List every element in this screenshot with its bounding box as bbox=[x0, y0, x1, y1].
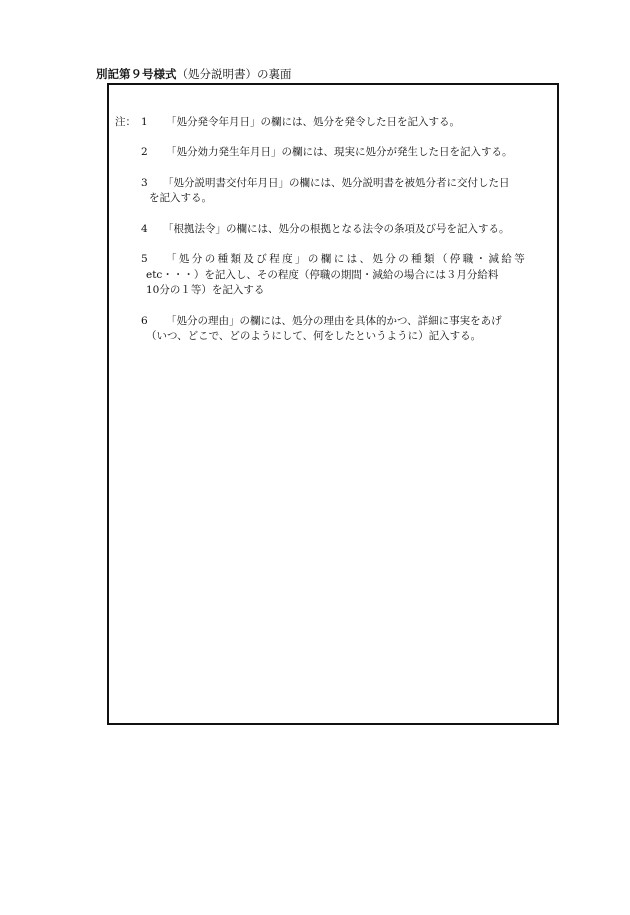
form-title bbox=[96, 66, 292, 82]
form-subtitle: （処分説明書）の裏面 bbox=[176, 67, 292, 81]
note-6-line-2: （いつ、どこで、どのようにして、何をしたというように）記入する。 bbox=[146, 330, 482, 342]
note-2-line-1: 「処分効力発生年月日」の欄には、現実に処分が発生した日を記入する。 bbox=[166, 146, 513, 158]
note-number-3: 3 bbox=[141, 177, 148, 189]
note-number-2: 2 bbox=[141, 146, 148, 158]
form-number-label: 別記第９号様式 bbox=[96, 67, 177, 81]
note-3-line-1: 「処分説明書交付年月日」の欄には、処分説明書を被処分者に交付した日 bbox=[163, 177, 510, 189]
note-5-line-1: 「処分の種類及び程度」の欄には、処分の種類（停職・減給等 bbox=[166, 253, 528, 265]
note-5-line-2: etc・・・）を記入し、その程度（停職の期間・減給の場合には３月分給料 bbox=[146, 269, 499, 281]
note-number-1: 1 bbox=[141, 116, 148, 128]
note-number-5: 5 bbox=[141, 253, 148, 265]
note-5-line-3: 10分の１等）を記入する bbox=[146, 284, 265, 296]
note-number-4: 4 bbox=[141, 223, 148, 235]
notes-prefix: 注： bbox=[115, 116, 136, 128]
note-3-line-2: を記入する。 bbox=[149, 192, 212, 204]
note-6-line-1: 「処分の理由」の欄には、処分の理由を具体的かつ、詳細に事実をあげ bbox=[166, 315, 502, 327]
note-number-6: 6 bbox=[141, 315, 148, 327]
note-1-line-1: 「処分発令年月日」の欄には、処分を発令した日を記入する。 bbox=[166, 116, 460, 128]
note-4-line-1: 「根拠法令」の欄には、処分の根拠となる法令の条項及び号を記入する。 bbox=[163, 223, 510, 235]
